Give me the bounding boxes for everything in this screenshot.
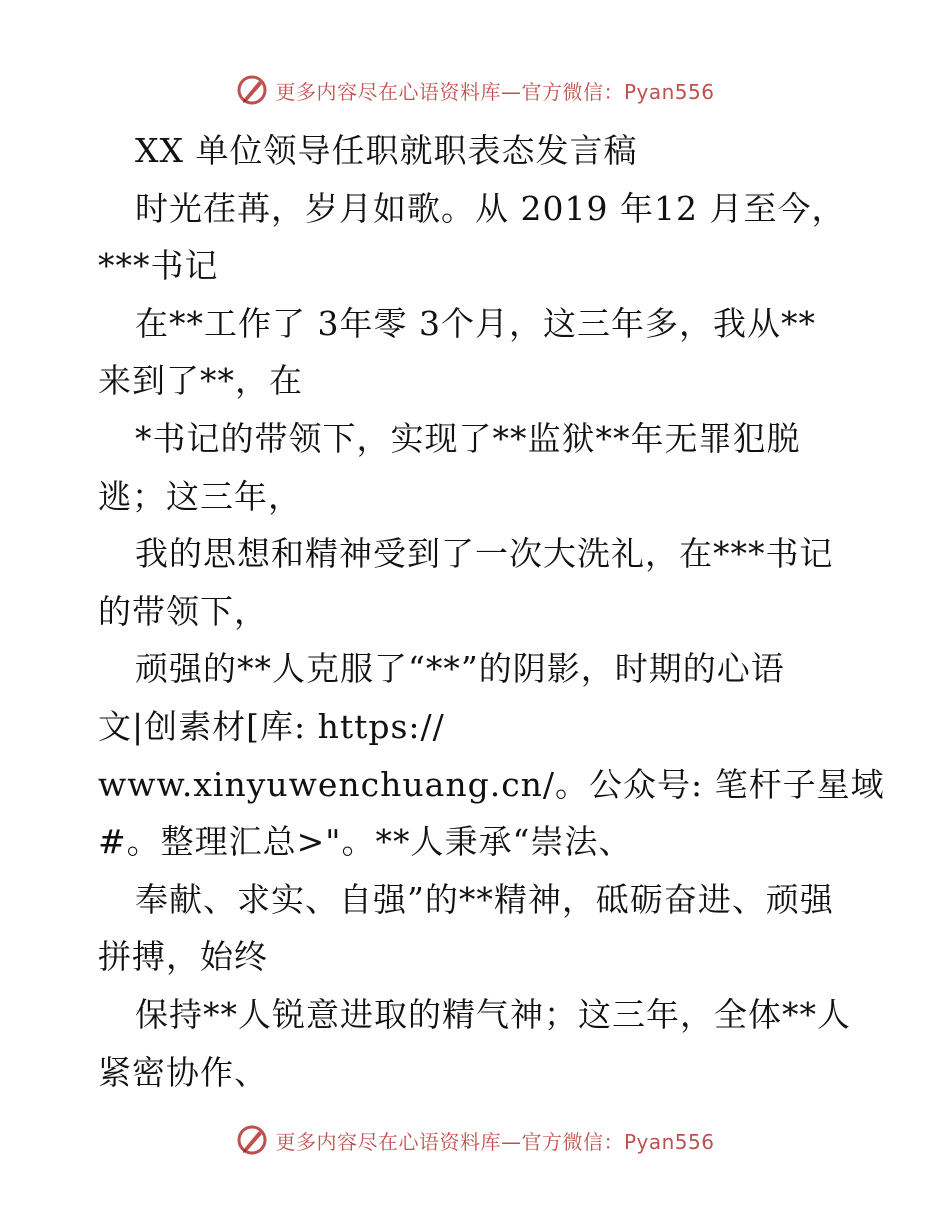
paragraph-line: 逃；这三年， (98, 476, 302, 516)
paragraph-line: www.xinyuwenchuang.cn/。公众号: 笔杆子星域 (98, 764, 885, 804)
paragraph-line: 时光荏苒，岁月如歌。从 2019 年12 月至今， (135, 188, 846, 228)
footer-banner-text: 更多内容尽在心语资料库—官方微信：Pyan556 (275, 1129, 715, 1154)
paragraph-line: 紧密协作、 (98, 1052, 268, 1092)
paragraph-line: 在**工作了 3年零 3个月，这三年多，我从** (135, 303, 816, 343)
paragraph-line: 保持**人锐意进取的精气神；这三年，全体**人 (135, 994, 851, 1034)
paragraph-line: *书记的带领下，实现了**监狱**年无罪犯脱 (135, 418, 801, 458)
pen-circle-logo-icon (235, 73, 269, 107)
pen-circle-logo-icon (235, 1123, 269, 1157)
paragraph-line: 文|创素材[库: https:// (98, 706, 445, 746)
paragraph-line: 来到了**，在 (98, 361, 303, 401)
paragraph-line: ***书记 (98, 246, 219, 286)
paragraph-line: 拼搏，始终 (98, 937, 268, 977)
document-body (98, 122, 885, 1101)
paragraph-line: 我的思想和精神受到了一次大洗礼，在***书记 (135, 534, 834, 574)
paragraph-line: 奉献、求实、自强”的**精神，砥砺奋进、顽强 (135, 879, 834, 919)
paragraph-line: 的带领下， (98, 591, 268, 631)
header-banner-text: 更多内容尽在心语资料库—官方微信：Pyan556 (275, 79, 715, 104)
document-title: XX 单位领导任职就职表态发言稿 (135, 131, 638, 170)
footer-banner (0, 1120, 950, 1160)
paragraph-line: 顽强的**人克服了“**”的阴影，时期的心语 (135, 649, 785, 689)
paragraph-line: #。整理汇总>"。**人秉承“崇法、 (98, 822, 633, 862)
header-banner (0, 70, 950, 110)
